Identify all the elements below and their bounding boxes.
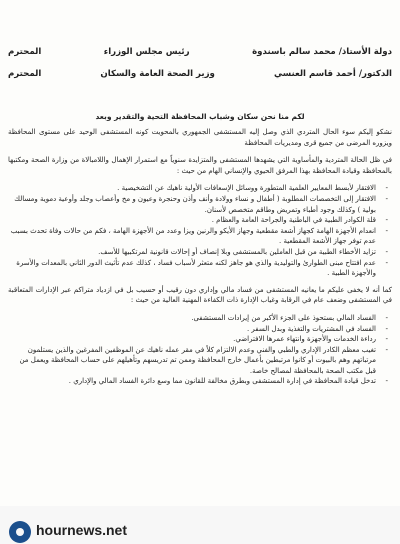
list-item: - الفساد المالي بستحوذ على الجزء الأكبر من إيرادات المستشفى. [8, 313, 382, 324]
list-item: - تدخل قيادة المحافظة في إدارة المستشفى وبطرق مخالفة للقانون مما وسع دائرة الفساد المالي والإداري . [8, 376, 382, 387]
recipient-2-honorific: المحترم [8, 69, 42, 79]
corruption-paragraph: كما أنه لا يخفى عليكم ما يعانيه المستشفى من فساد مالي وإداري دون رقيب أو حسيب بل في ازدياد متراكم عبر الإدارات المتعاقبة في المستشفى وضعف عام في الرقابة وغياب الإدارة ذات الكفاءة المهنية العالية من حيث : [8, 285, 392, 305]
recipient-1-honorific: المحترم [8, 47, 42, 57]
list-item: - تزايد الأخطاء الطبية من قبل العاملين بالمستشفى وبلا إنصاف أو إحالات قانونية لمرتكبيها للأسف. [8, 247, 382, 258]
list-item: - قلة الكوادر الطبية في الباطنية والجراحة العامة والعظام . [8, 215, 382, 226]
list-item: - الافتقار إلى التخصصات المطلوبة ( أطفال و نساء وولادة وأنف وأذن وحنجرة وعيون و مخ وأعصاب وجلد وأوعية دموية ومسالك بولية ) وكذلك وجود أطباء وتمريض وطاقم متخصص لأسنان. [8, 194, 382, 215]
recipient-2-title: وزير الصحة العامة والسكان [100, 69, 215, 79]
watermark-footer [0, 506, 400, 544]
list-item: - رداءة الخدمات والأجهزة وانتهاء عمرها الافتراضي. [8, 334, 382, 345]
recipient-1-name: دولة الأستاذ/ محمد سالم باسندوة [252, 47, 392, 57]
letter-header [8, 46, 392, 80]
list-item: - الفساد في المشتريات والتغذية وبدل السفر . [8, 324, 382, 335]
recipient-2-name: الدكتور/ أحمد قاسم العنسي [274, 69, 392, 79]
site-watermark: hournews.net [36, 522, 128, 538]
recipient-1-title: رئيس مجلس الوزراء [103, 47, 190, 57]
greeting: لكم منا نحن سكان وشباب المحافظة التحية والتقدير وبعد [95, 112, 305, 121]
list-item: - تغيب معظم الكادر الإداري والطبي والفني وعدم الالتزام كلاً في مقر عمله ناهيك عن الموظفين المفرغين والذين يستلمون مرتباتهم وهم بالبيوت أو كانوا مرتبطين بأعمال خارج المحافظة وممن تم تدريسهم وتأهيلهم على حساب المحافظة ويعمل من قبل مكتب الصحة بالمحافظة لمصالح خاصة. [8, 345, 382, 377]
issues-list-2 [8, 313, 392, 387]
header-line-2 [8, 68, 392, 80]
issues-list-1 [8, 183, 392, 278]
intro-paragraph: نشكو إليكم سوء الحال المتردي الذي وصل إليه المستشفى الجمهوري بالمحويت كونه المستشفى الوحيد على مستوى المحافظة ويزوره المرضى من جميع قرى ومديريات المحافظة [8, 128, 392, 147]
context-paragraph: في ظل الحالة المتردية والمأساوية التي يشهدها المستشفى والمتزايدة سنوياً مع استمرار الإهمال واللامبالاة من وزارة الصحة ومكتبها بالمحافظة وقيادة المحافظة بهذا المرفق الحيوي والإنساني الهام من حيث : [8, 156, 392, 175]
list-item: - الافتقار لأبسط المعايير العلمية المتطورة ووسائل الإسعافات الأولية ناهيك عن التشخيصية . [8, 183, 382, 194]
site-logo-icon [9, 521, 31, 543]
header-line-1 [8, 46, 392, 58]
list-item: - عدم افتتاح مبنى الطوارئ والتوليدية والذي هو جاهز لكنه متعثر لأسباب فساد ، كذلك عدم تأثيث الدور الثاني بالمعدات والأسرة والأجهزة الطبية . [8, 258, 382, 279]
letter-document [8, 6, 392, 506]
list-item: - انعدام الأجهزة الهامة كجهاز أشعة مقطعية وجهاز الأيكو والرنين ويزا وعدد من الأجهزة الهامة ، فكم من حالات وفاة تحدث بسبب عدم توفر جهاز الأشعة المقطعية . [8, 226, 382, 247]
